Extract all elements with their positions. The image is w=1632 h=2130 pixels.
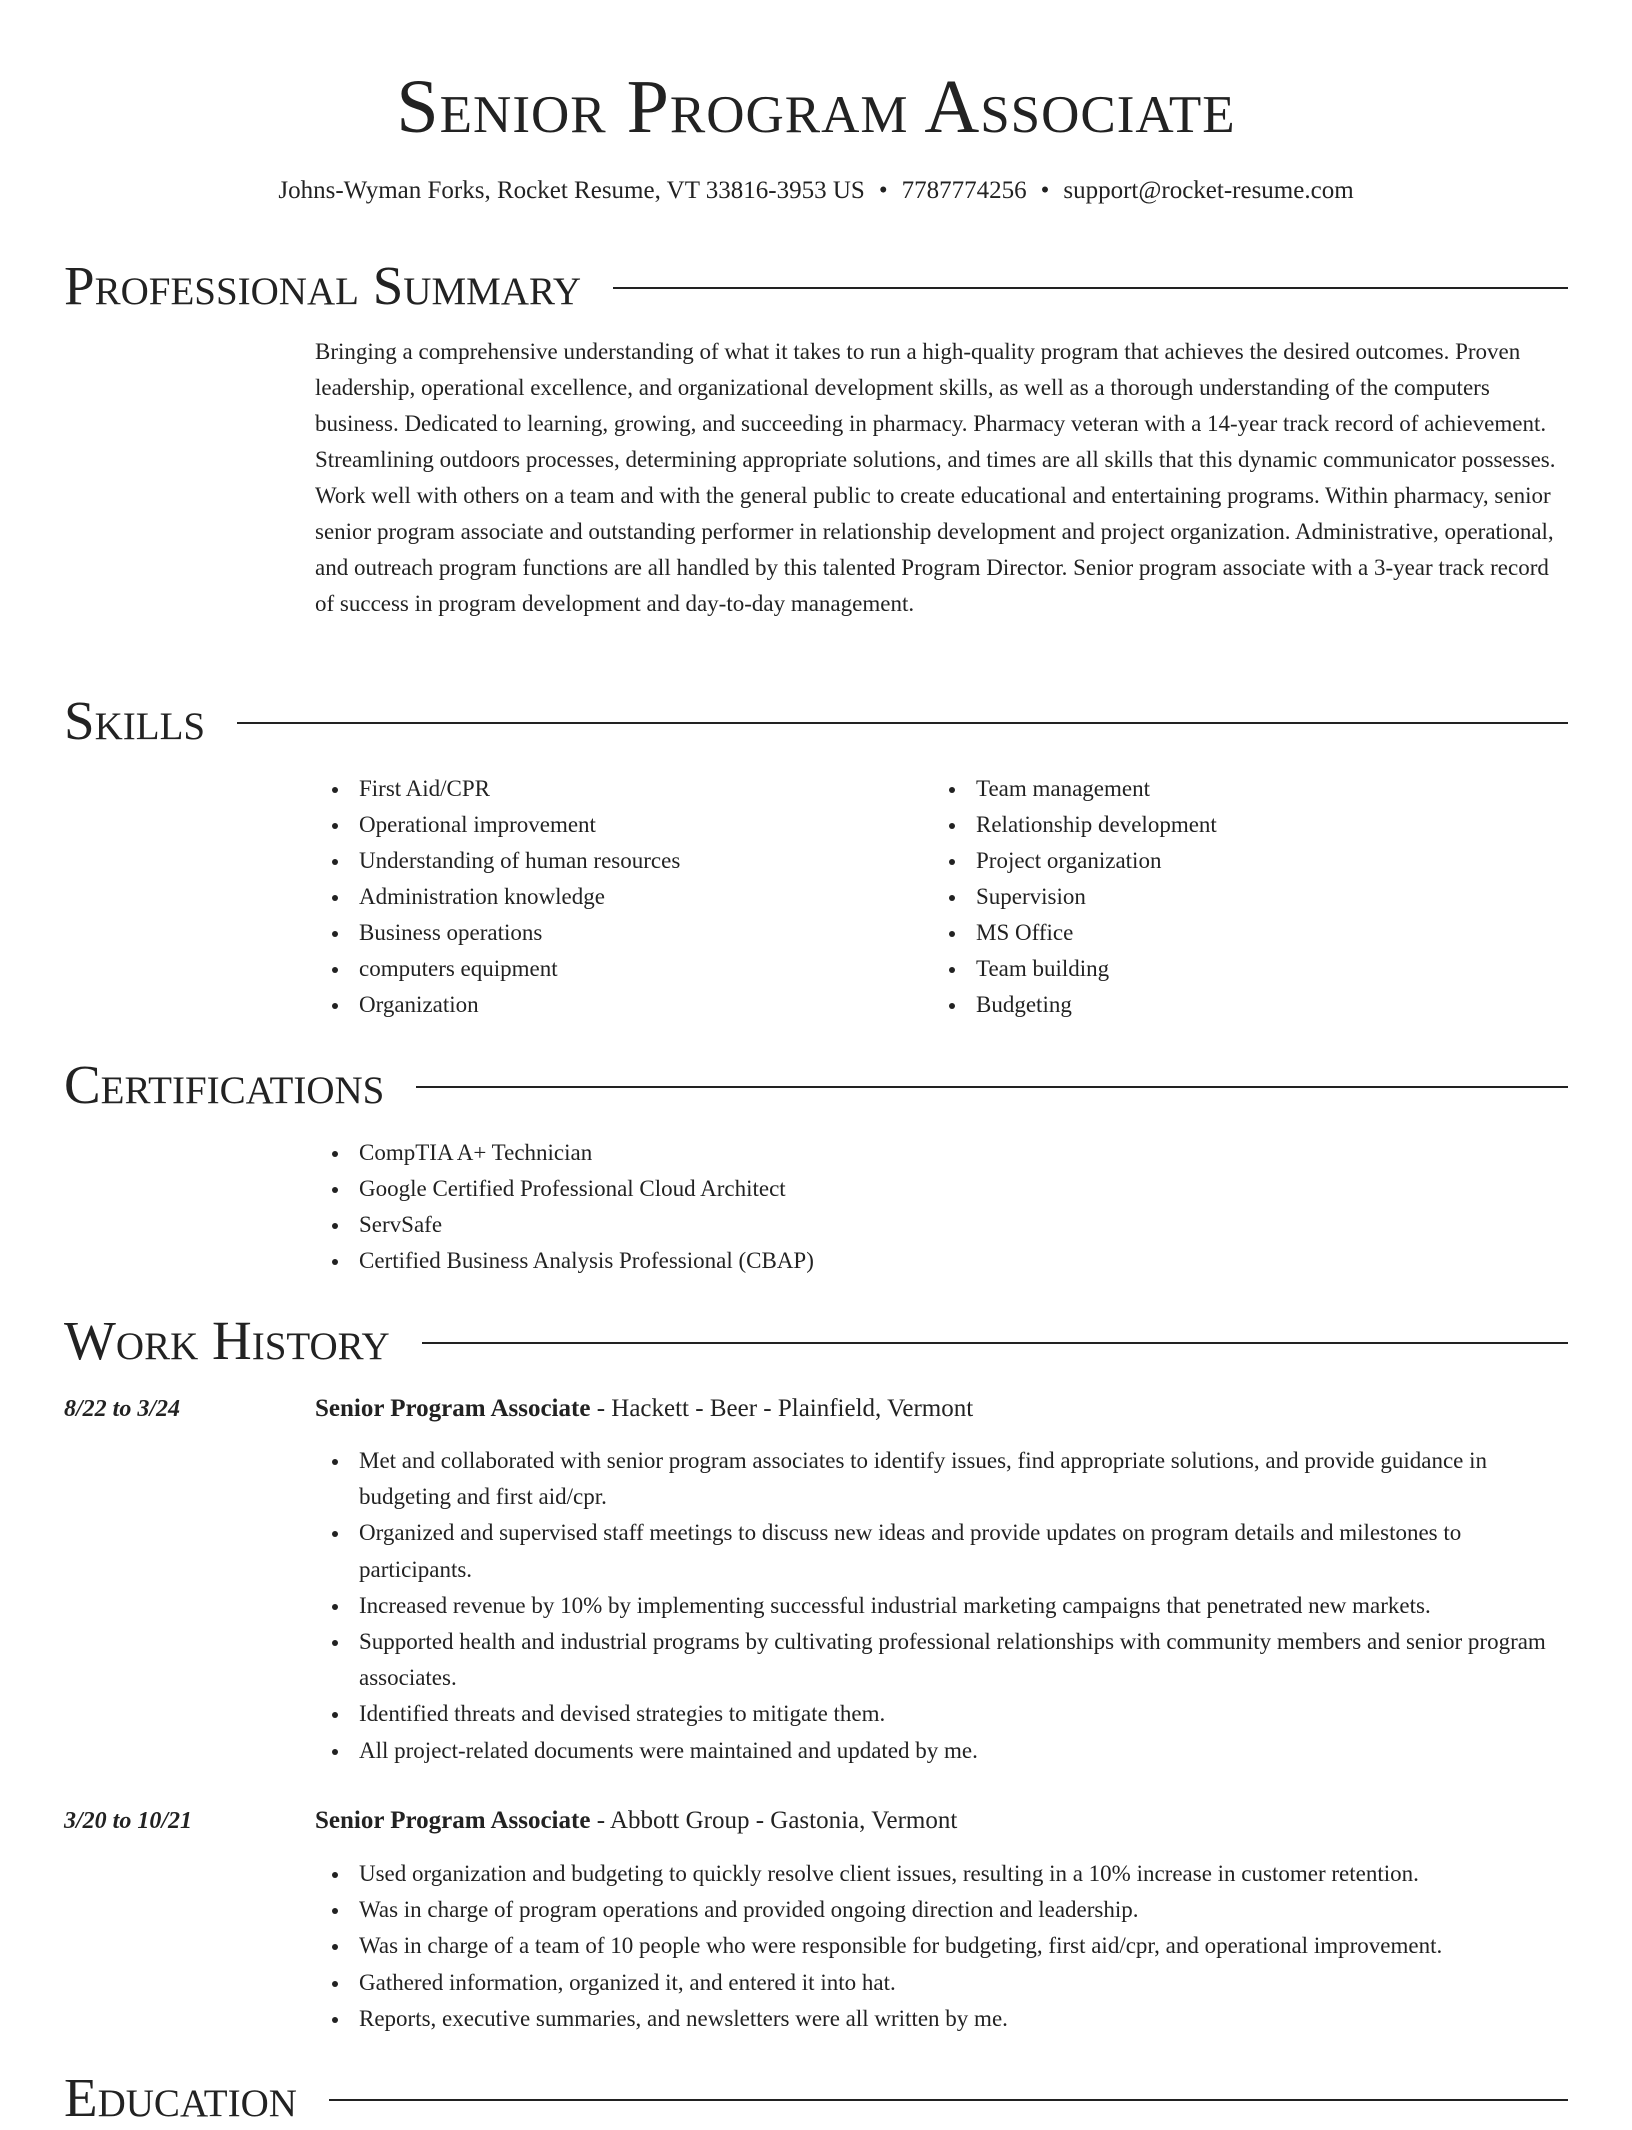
skill-item: Operational improvement bbox=[315, 807, 932, 843]
job-duties-list bbox=[315, 1856, 1568, 2037]
duty-item: Supported health and industrial programs by cultivating professional relationships with community members and senior program associates. bbox=[315, 1624, 1568, 1696]
job-employer: - Abbott Group - Gastonia, Vermont bbox=[590, 1807, 958, 1834]
section-divider bbox=[416, 1086, 1568, 1088]
job-role: Senior Program Associate bbox=[315, 1807, 591, 1834]
skill-item: Project organization bbox=[932, 843, 1549, 879]
job-duties bbox=[315, 1443, 1568, 1769]
contact-phone: 7787774256 bbox=[901, 177, 1027, 204]
duty-item: Was in charge of a team of 10 people who were responsible for budgeting, first aid/cpr, and operational improvement. bbox=[315, 1928, 1568, 1964]
certifications-list bbox=[315, 1135, 1568, 1279]
duty-item: Was in charge of program operations and provided ongoing direction and leadership. bbox=[315, 1892, 1568, 1928]
summary-body bbox=[315, 334, 1568, 622]
skill-item: Supervision bbox=[932, 879, 1549, 915]
certifications-body bbox=[315, 1135, 1568, 1279]
duty-item: Identified threats and devised strategies to mitigate them. bbox=[315, 1696, 1568, 1732]
duty-item: Reports, executive summaries, and newsletters were all written by me. bbox=[315, 2001, 1568, 2037]
certifications-section bbox=[64, 1053, 1568, 1273]
job-role: Senior Program Associate bbox=[315, 1395, 591, 1422]
contact-address: Johns-Wyman Forks, Rocket Resume, VT 33816-3953 US bbox=[278, 177, 865, 204]
skill-item: Organization bbox=[315, 987, 932, 1023]
certifications-heading: Certifications bbox=[64, 1054, 385, 1115]
skills-list-left bbox=[315, 771, 932, 1023]
contact-separator: • bbox=[878, 177, 888, 204]
skill-item: Understanding of human resources bbox=[315, 843, 932, 879]
job-dates: 8/22 to 3/24 bbox=[64, 1396, 181, 1422]
duty-item: Organized and supervised staff meetings to discuss new ideas and provide updates on program details and milestones to participants. bbox=[315, 1515, 1568, 1587]
certification-item: ServSafe bbox=[315, 1207, 1568, 1243]
work-history-heading: Work History bbox=[64, 1310, 390, 1371]
certification-item: Certified Business Analysis Professional (CBAP) bbox=[315, 1243, 1568, 1279]
skill-item: Team management bbox=[932, 771, 1549, 807]
skills-section bbox=[64, 689, 1568, 1017]
certifications-header bbox=[64, 1053, 1568, 1117]
job-dates: 3/20 to 10/21 bbox=[64, 1808, 193, 1834]
contact-email: support@rocket-resume.com bbox=[1063, 177, 1354, 204]
skill-item: Business operations bbox=[315, 915, 932, 951]
resume-title: Senior Program Associate bbox=[396, 65, 1236, 149]
skill-item: Team building bbox=[932, 951, 1549, 987]
job-duties bbox=[315, 1856, 1568, 2037]
skill-item: MS Office bbox=[932, 915, 1549, 951]
skill-item: Relationship development bbox=[932, 807, 1549, 843]
skills-header bbox=[64, 689, 1568, 753]
duty-item: Met and collaborated with senior program associates to identify issues, find appropriate solutions, and provide guidance in budgeting and first aid/cpr. bbox=[315, 1443, 1568, 1515]
duty-item: Gathered information, organized it, and entered it into hat. bbox=[315, 1965, 1568, 2001]
section-divider bbox=[422, 1342, 1568, 1344]
summary-section bbox=[64, 254, 1568, 616]
skills-column-right bbox=[932, 771, 1549, 1023]
summary-header bbox=[64, 254, 1568, 318]
work-history-header bbox=[64, 1309, 1568, 1373]
job-title-line bbox=[315, 1803, 957, 1839]
certification-item: CompTIA A+ Technician bbox=[315, 1135, 1568, 1171]
skill-item: Administration knowledge bbox=[315, 879, 932, 915]
duty-item: Increased revenue by 10% by implementing successful industrial marketing campaigns that penetrated new markets. bbox=[315, 1588, 1568, 1624]
section-divider bbox=[613, 287, 1568, 289]
duty-item: Used organization and budgeting to quickly resolve client issues, resulting in a 10% increase in customer retention. bbox=[315, 1856, 1568, 1892]
duty-item: All project-related documents were maintained and updated by me. bbox=[315, 1733, 1568, 1769]
contact-line bbox=[64, 174, 1568, 208]
job-duties-list bbox=[315, 1443, 1568, 1769]
job-title-line bbox=[315, 1391, 973, 1427]
skill-item: computers equipment bbox=[315, 951, 932, 987]
skill-item: Budgeting bbox=[932, 987, 1549, 1023]
skill-item: First Aid/CPR bbox=[315, 771, 932, 807]
skills-column-left bbox=[315, 771, 932, 1023]
job-employer: - Hackett - Beer - Plainfield, Vermont bbox=[590, 1395, 974, 1422]
section-divider bbox=[237, 722, 1568, 724]
skills-heading: Skills bbox=[64, 690, 206, 751]
skills-grid bbox=[315, 771, 1568, 1023]
certification-item: Google Certified Professional Cloud Architect bbox=[315, 1171, 1568, 1207]
education-header bbox=[64, 2066, 1568, 2130]
skills-list-right bbox=[932, 771, 1549, 1023]
work-history-section bbox=[64, 1309, 1568, 2031]
summary-heading: Professional Summary bbox=[64, 255, 582, 316]
section-divider bbox=[329, 2099, 1568, 2101]
summary-text: Bringing a comprehensive understanding of what it takes to run a high-quality program that achieves the desired outcomes. Proven leadership, operational excellence, and organizational development skills, as well as a thorough understanding of the computers business. Dedicated to learning, growing, and succeeding in pharmacy. Pharmacy veteran with a 14-year track record of achievement. Streamlining outdoors processes, determining appropriate solutions, and times are all skills that this dynamic communicator possesses. Work well with others on a team and with the general public to create educational and entertaining programs. Within pharmacy, senior senior program associate and outstanding performer in relationship development and project organization. Administrative, operational, and outreach program functions are all handled by this talented Program Director. Senior program associate with a 3-year track record of success in program development and day-to-day management. bbox=[315, 339, 1556, 616]
education-heading: Education bbox=[64, 2067, 297, 2128]
education-section bbox=[64, 2066, 1568, 2130]
contact-separator: • bbox=[1040, 177, 1050, 204]
